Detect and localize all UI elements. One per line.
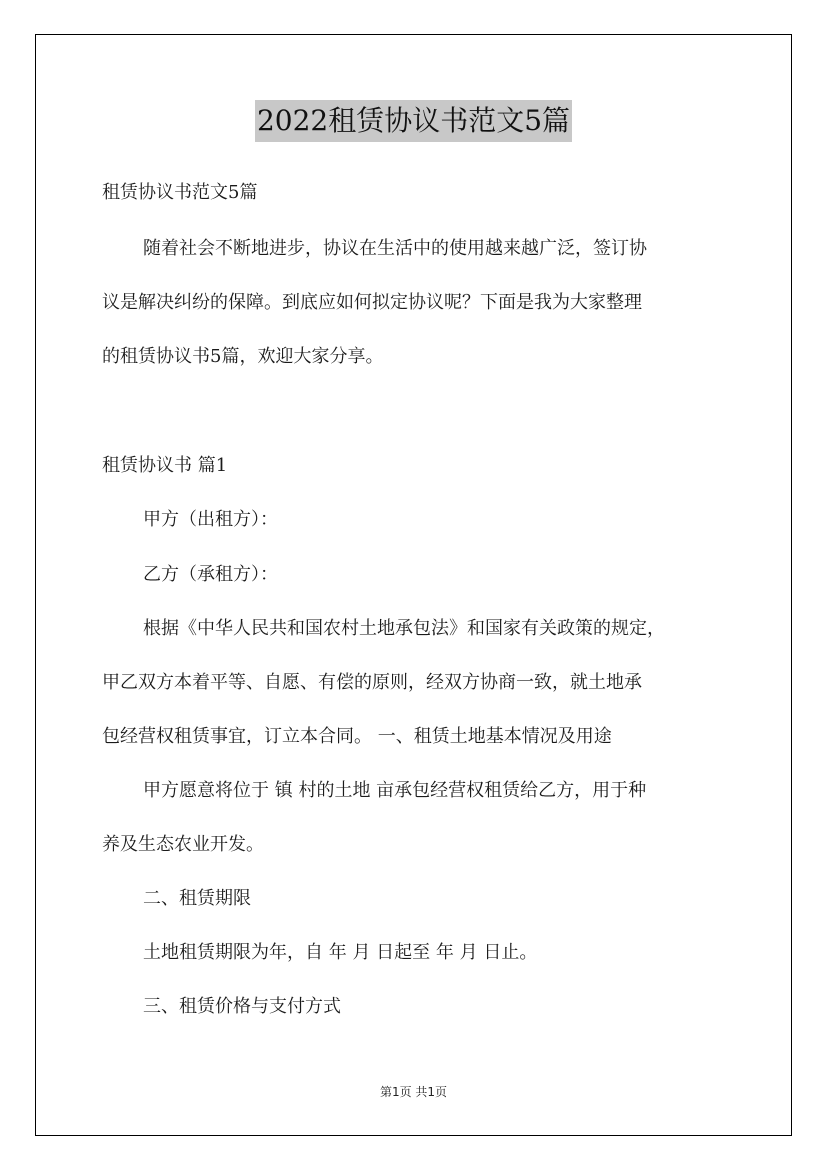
title-container (0, 100, 827, 142)
basis-line-3: 包经营权租赁事宜，订立本合同。 一、租赁土地基本情况及用途 (102, 726, 612, 747)
document-subtitle: 租赁协议书范文5篇 (102, 182, 258, 203)
page-footer: 第1页 共1页 (379, 1085, 448, 1099)
party-b-label: 乙方（承租方）： (143, 564, 278, 585)
land-line-2: 养及生态农业开发。 (102, 834, 264, 855)
land-line-1: 甲方愿意将位于 镇 村的土地 亩承包经营权租赁给乙方，用于种 (143, 780, 647, 801)
term-text: 土地租赁期限为年，自 年 月 日起至 年 月 日止。 (143, 942, 538, 963)
term-heading: 二、租赁期限 (143, 888, 251, 909)
intro-line-3: 的租赁协议书5篇，欢迎大家分享。 (102, 346, 384, 367)
price-heading: 三、租赁价格与支付方式 (143, 996, 341, 1017)
intro-line-2: 议是解决纠纷的保障。到底应如何拟定协议呢？下面是我为大家整理 (102, 292, 642, 313)
basis-line-2: 甲乙双方本着平等、自愿、有偿的原则，经双方协商一致，就土地承 (102, 672, 642, 693)
section-heading: 租赁协议书 篇1 (102, 455, 228, 476)
basis-line-1: 根据《中华人民共和国农村土地承包法》和国家有关政策的规定， (143, 618, 665, 639)
document-title: 2022租赁协议书范文5篇 (255, 100, 572, 142)
intro-line-1: 随着社会不断地进步，协议在生活中的使用越来越广泛，签订协 (143, 238, 647, 259)
party-a-label: 甲方（出租方）： (143, 509, 278, 530)
